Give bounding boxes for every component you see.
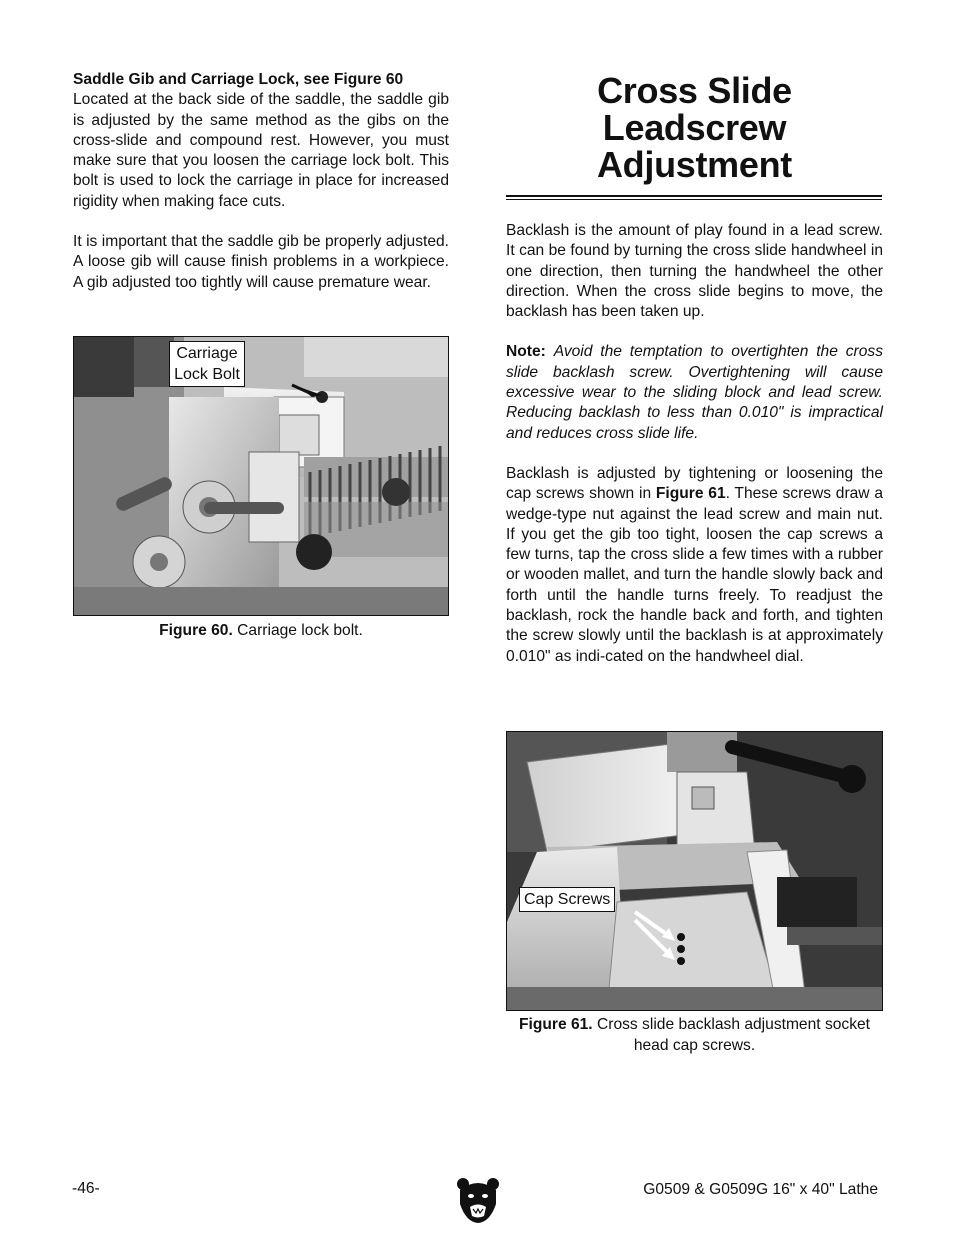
note-paragraph [506, 342, 883, 443]
cap-screws-callout: Cap Screws [519, 887, 615, 912]
title-divider [506, 195, 882, 200]
page-number: -46- [72, 1180, 100, 1197]
figure-60-caption-text: Carriage lock bolt. [237, 622, 363, 639]
figure-60-label: Figure 60. [159, 622, 233, 639]
figure-61-label: Figure 61. [518, 1016, 593, 1033]
figure-61-photo [506, 731, 883, 1011]
section-title: Cross Slide Leadscrew Adjustment [596, 70, 792, 185]
gib-adjustment-paragraph: It is important that the saddle gib be properly adjusted. A loose gib will cause finish problems in a workpiece. A gib adjusted too tightly will cause premature wear. [73, 233, 449, 291]
carriage-lock-bolt-callout: Carriage Lock Bolt [169, 341, 245, 387]
footer-model-name: G0509 & G0509G 16" x 40" Lathe [643, 1181, 878, 1198]
figure-61-reference: Figure 61 [655, 485, 726, 503]
figure-61-caption-text: Cross slide backlash adjustment socket head cap screws. [597, 1016, 871, 1054]
right-column [506, 221, 883, 667]
figure-61-caption [506, 1014, 883, 1056]
lathe-carriage-illustration [74, 337, 448, 615]
note-label: Note: [506, 343, 546, 361]
backlash-adjustment-paragraph: Backlash is adjusted by tightening or loosening the cap screws shown in Figure 61. These screws draw a wedge-type nut against the lead screw and main nut. If you get the gib too tight, loosen the cap screws a few turns, tap the cross slide a few times with a rubber or wooden mallet, and turn the handle slowly back and forth until the handle turns freely. To readjust the backlash, rock the handle back and forth, and tighten the screw slowly until the backlash is at approximately 0.010" as indi-cated on the handwheel dial. [506, 464, 883, 665]
subsection-heading: Saddle Gib and Carriage Lock, see Figure 60 [73, 71, 404, 88]
cross-slide-illustration [507, 732, 882, 1010]
backlash-definition-paragraph: Backlash is the amount of play found in a lead screw. It can be found by turning the cross slide handwheel in one direction, then turning the handwheel the other direction. When the cross slide begins to move, the backlash has been taken up. [506, 222, 883, 321]
saddle-gib-paragraph: Located at the back side of the saddle, the saddle gib is adjusted by the same method as the gibs on the cross-slide and compound rest. However, you must make sure that you loosen the carriage lock bolt. This bolt is used to lock the carriage in place for increased rigidity when making face cuts. [73, 91, 449, 210]
grizzly-bear-logo-icon [456, 1176, 500, 1224]
figure-60-photo [73, 336, 449, 616]
left-column [73, 70, 449, 293]
note-text: Avoid the temptation to overtighten the cross slide backlash screw. Overtightening will cause excessive wear to the sliding block and lead screw. Reducing backlash to less than 0.010" is impractical and reduces cross slide life. [506, 343, 883, 442]
figure-60-caption [73, 620, 449, 641]
